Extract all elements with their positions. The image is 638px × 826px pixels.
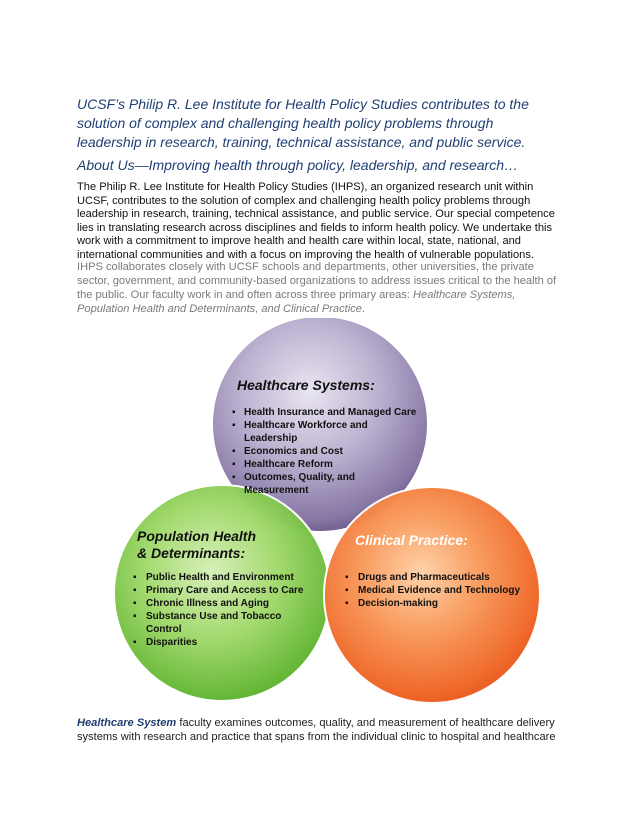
hs-bullet-3: ▪ — [232, 446, 236, 457]
healthcare-system-lead: Healthcare System — [77, 717, 177, 729]
hs-item-4: Healthcare Reform — [244, 459, 333, 470]
hs-bullet-4: ▪ — [232, 459, 236, 470]
hs-item-5: Outcomes, Quality, and — [244, 472, 355, 483]
ph-bullet-5: ▪ — [133, 637, 137, 648]
population-health-title-1: Population Health — [137, 528, 256, 544]
clinical-practice-title: Clinical Practice: — [355, 532, 468, 548]
hs-item-2: Healthcare Workforce and — [244, 420, 368, 431]
intro-statement: UCSF’s Philip R. Lee Institute for Health Policy Studies contributes to the solution of complex and challenging health policy problems through leadership in research, training, technical assistance, and public service. — [77, 96, 529, 150]
hs-item-5-cont: Measurement — [244, 485, 309, 496]
healthcare-systems-title: Healthcare Systems: — [237, 377, 375, 393]
cp-bullet-1: ▪ — [345, 572, 349, 583]
healthcare-system-paragraph — [77, 716, 561, 744]
hs-item-1: Health Insurance and Managed Care — [244, 407, 417, 418]
ph-item-4: Substance Use and Tobacco — [146, 611, 282, 622]
collaboration-paragraph — [77, 260, 561, 316]
about-paragraph: The Philip R. Lee Institute for Health Policy Studies (IHPS), an organized research unit within UCSF, contributes to the solution of complex and challenging health policy problems through leadership in research, training, technical assistance, and public service. Our special competence lies in translating research across disciplines and fields to inform health policy. We undertake this work with a commitment to improve health and health care within local, state, national, and international communities and with a focus on improving the health of vulnerable populations. — [77, 181, 555, 261]
about-us-heading: About Us—Improving health through policy, leadership, and research… — [77, 157, 518, 173]
hs-bullet-2: ▪ — [232, 420, 236, 431]
venn-svg — [105, 318, 545, 703]
cp-item-2: Medical Evidence and Technology — [358, 585, 521, 596]
ph-item-3: Chronic Illness and Aging — [146, 598, 269, 609]
cp-bullet-3: ▪ — [345, 598, 349, 609]
ph-item-5: Disparities — [146, 637, 198, 648]
hs-item-2-cont: Leadership — [244, 433, 298, 444]
collaboration-text: IHPS collaborates closely with UCSF schools and departments, other universities, the private sector, government, and community-based organizations to address issues critical to the health of the public. Our faculty work in and often across three primary areas: — [77, 261, 557, 301]
venn-diagram — [105, 318, 545, 703]
cp-item-3: Decision-making — [358, 598, 439, 609]
hs-bullet-5: ▪ — [232, 472, 236, 483]
hs-item-3: Economics and Cost — [244, 446, 343, 457]
ph-item-1: Public Health and Environment — [146, 572, 294, 583]
ph-bullet-1: ▪ — [133, 572, 137, 583]
cp-bullet-2: ▪ — [345, 585, 349, 596]
ph-bullet-3: ▪ — [133, 598, 137, 609]
ph-bullet-2: ▪ — [133, 585, 137, 596]
healthcare-system-text: faculty examines outcomes, quality, and measurement of healthcare delivery systems with research and practice that spans from the individual clinic to hospital and healthcare — [77, 717, 556, 743]
collaboration-end: . — [361, 303, 365, 315]
primary-areas: Healthcare Systems, Population Health and Determinants, and Clinical Practice — [77, 289, 516, 315]
hs-bullet-1: ▪ — [232, 407, 236, 418]
cp-item-1: Drugs and Pharmaceuticals — [358, 572, 490, 583]
ph-item-2: Primary Care and Access to Care — [146, 585, 304, 596]
ph-bullet-4: ▪ — [133, 611, 137, 622]
population-health-title-2: & Determinants: — [137, 545, 246, 561]
ph-item-4-cont: Control — [146, 624, 182, 635]
